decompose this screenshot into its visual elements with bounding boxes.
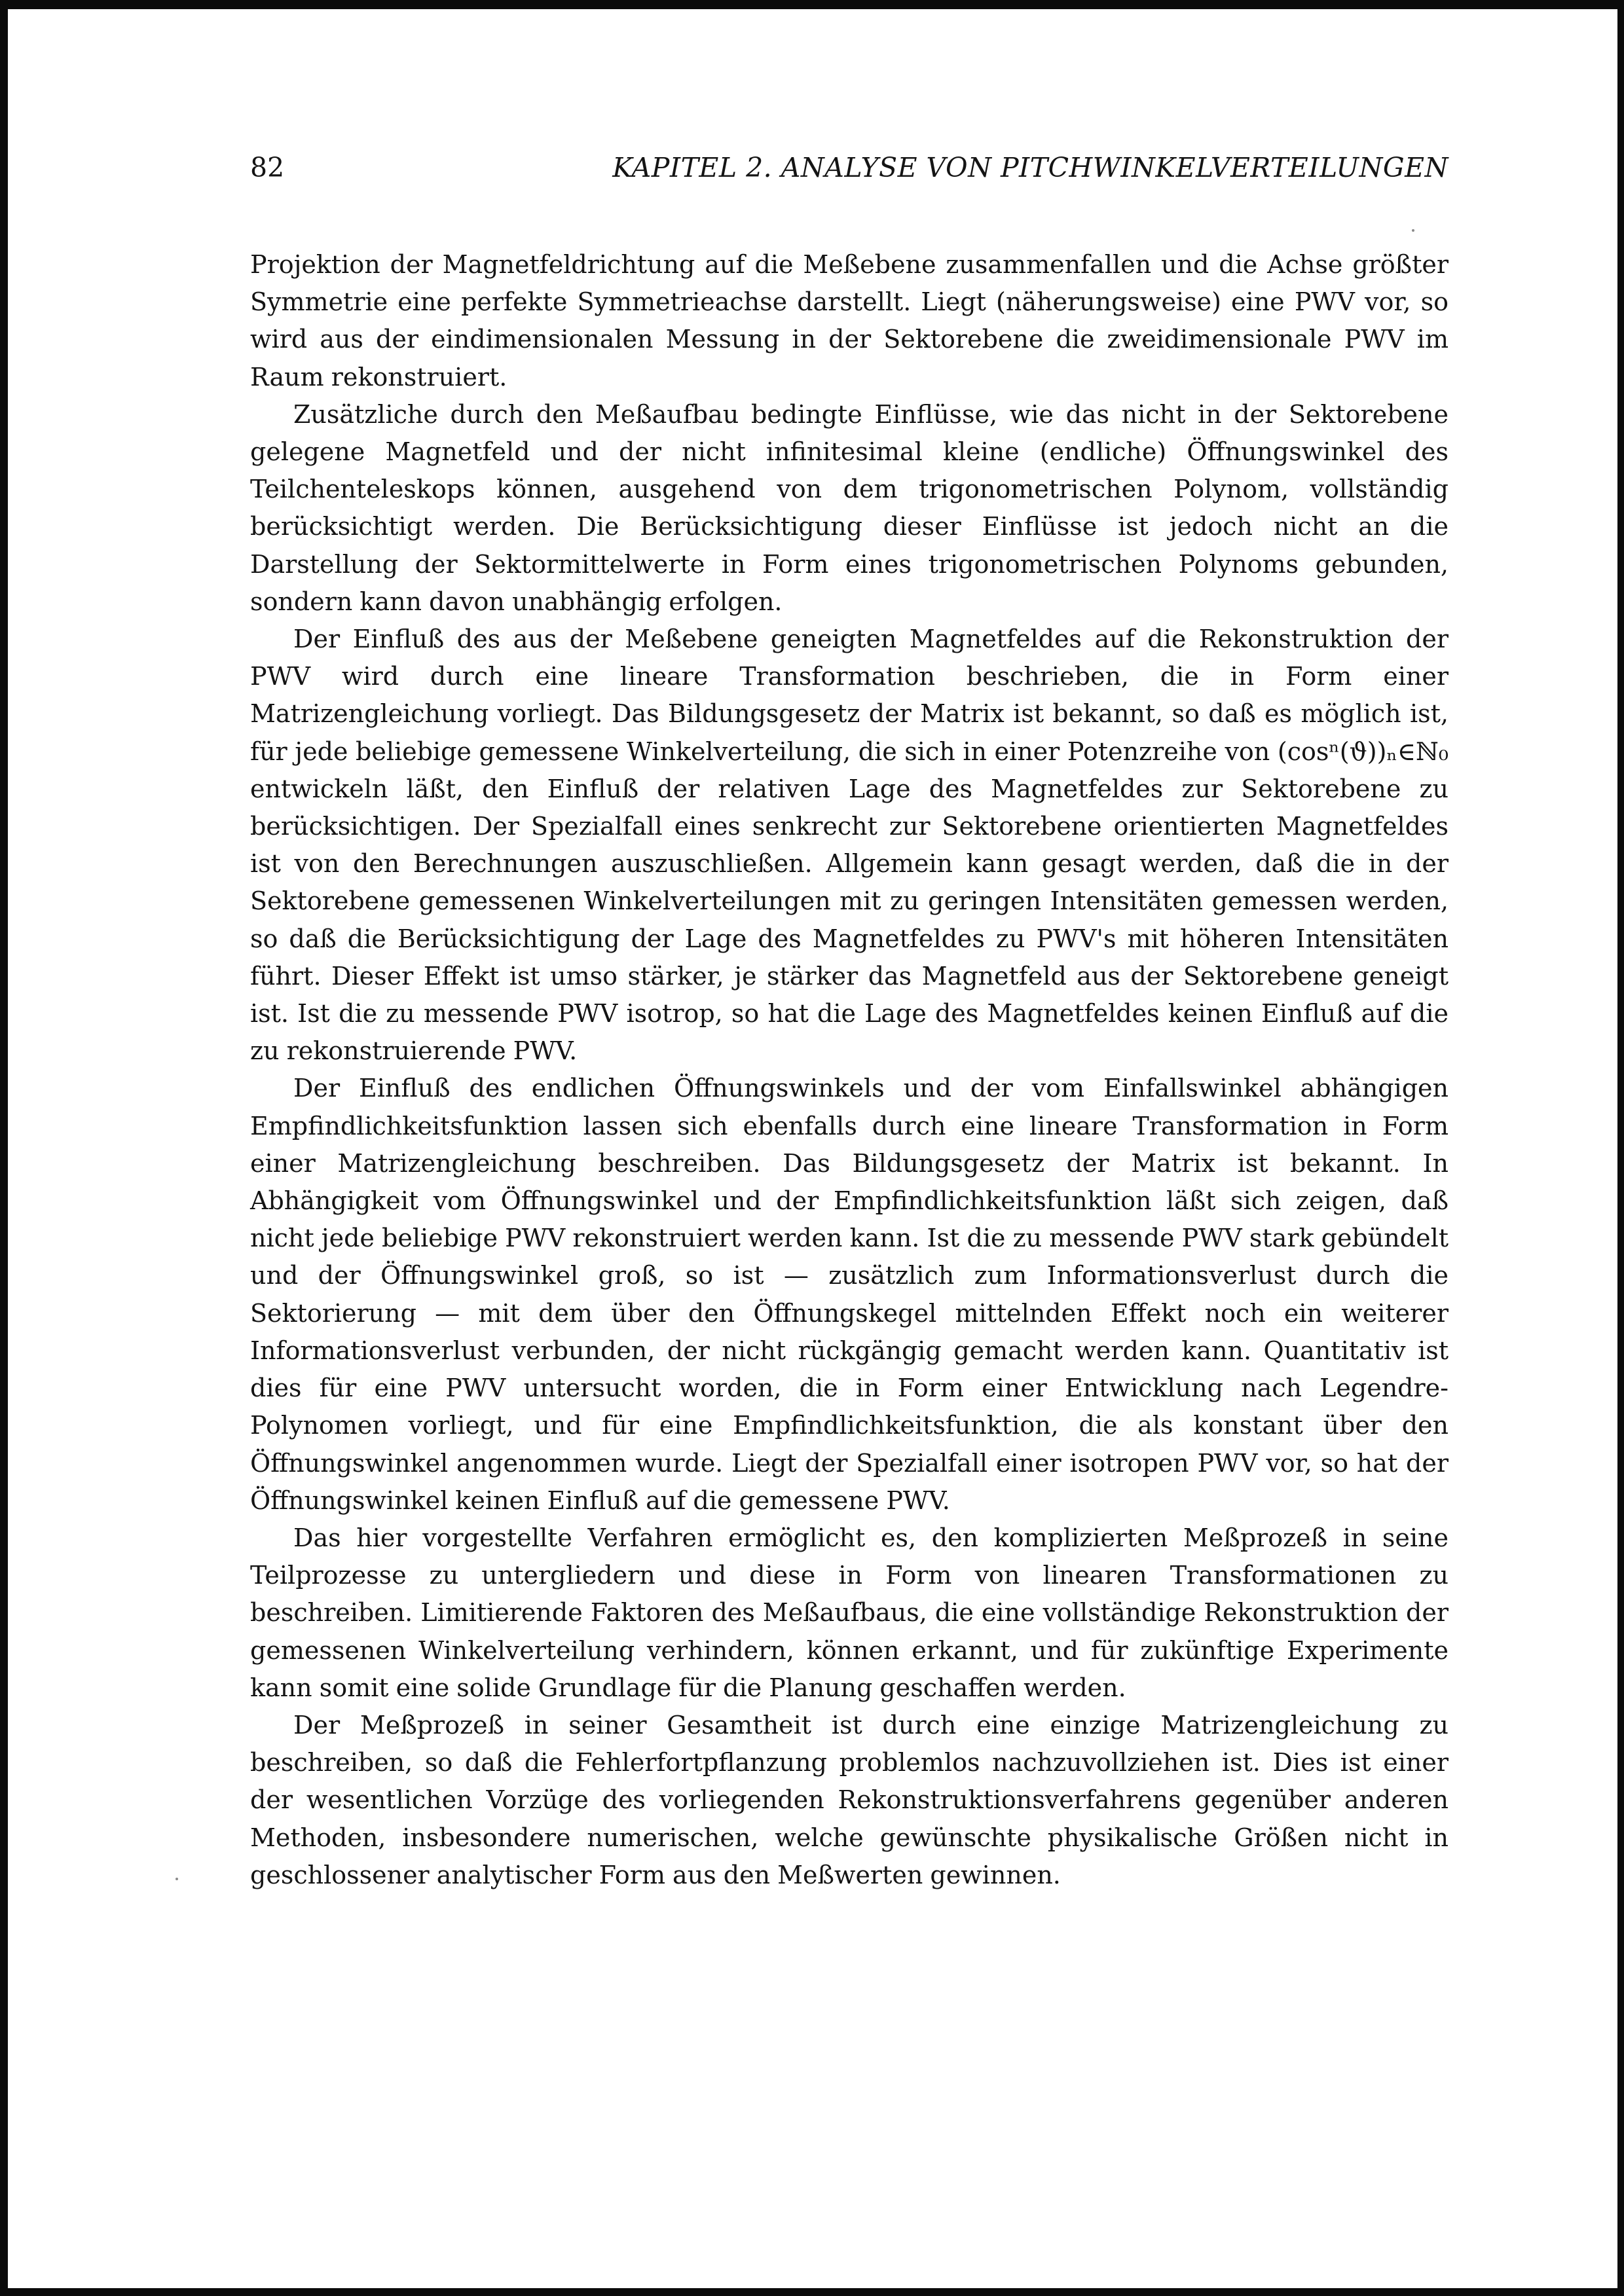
page-number: 82	[250, 152, 285, 183]
paragraph-6: Der Meßprozeß in seiner Gesamtheit ist durch eine einzige Matrizengleichung zu beschreiben, so daß die Fehlerfortpflanzung problemlos nachzuvollziehen ist. Dies ist einer der wesentlichen Vorzüge des vorliegenden Rekonstruktionsverfahrens gegenüber anderen Methoden, insbesondere numerischen, welche gewünschte physikalische Größen nicht in geschlossener analytischer Form aus den Meßwerten gewinnen.	[250, 1710, 1449, 1889]
chapter-title: KAPITEL 2. ANALYSE VON PITCHWINKELVERTEILUNGEN	[612, 152, 1449, 183]
running-header	[250, 148, 1449, 187]
paragraph-5: Das hier vorgestellte Verfahren ermöglicht es, den komplizierten Meßprozeß in seine Teilprozesse zu untergliedern und diese in Form von linearen Transformationen zu beschreiben. Limitierende Faktoren des Meßaufbaus, die eine vollständige Rekonstruktion der gemessenen Winkelverteilung verhindern, können erkannt, und für zukünftige Experimente kann somit eine solide Grundlage für die Planung geschaffen werden.	[250, 1523, 1449, 1702]
paragraph-2: Zusätzliche durch den Meßaufbau bedingte Einflüsse, wie das nicht in der Sektorebene gelegene Magnetfeld und der nicht infinitesimal kleine (endliche) Öffnungswinkel des Teilchenteleskops können, ausgehend von dem trigonometrischen Polynom, vollständig berücksichtigt werden. Die Berücksichtigung dieser Einflüsse ist jedoch nicht an die Darstellung der Sektormittelwerte in Form eines trigonometrischen Polynoms gebunden, sondern kann davon unabhängig erfolgen.	[250, 399, 1449, 616]
scan-speck	[175, 1878, 178, 1880]
paragraph-1: Projektion der Magnetfeldrichtung auf die Meßebene zusammenfallen und die Achse größter Symmetrie eine perfekte Symmetrieachse darstellt. Liegt (näherungsweise) eine PWV vor, so wird aus der eindimensionalen Messung in der Sektorebene die zweidimensionale PWV im Raum rekonstruiert.	[250, 250, 1449, 392]
body-text	[250, 246, 1449, 1894]
paragraph-3: Der Einfluß des aus der Meßebene geneigten Magnetfeldes auf die Rekonstruktion der PWV wird durch eine lineare Transformation beschrieben, die in Form einer Matrizengleichung vorliegt. Das Bildungsgesetz der Matrix ist bekannt, so daß es möglich ist, für jede beliebige gemessene Winkelverteilung, die sich in einer Potenzreihe von (cosⁿ(ϑ))ₙ∈ℕ₀ entwickeln läßt, den Einfluß der relativen Lage des Magnetfeldes zur Sektorebene zu berücksichtigen. Der Spezialfall eines senkrecht zur Sektorebene orientierten Magnetfeldes ist von den Berechnungen auszuschließen. Allgemein kann gesagt werden, daß die in der Sektorebene gemessenen Winkelverteilungen mit zu geringen Intensitäten gemessen werden, so daß die Berücksichtigung der Lage des Magnetfeldes zu PWV's mit höheren Intensitäten führt. Dieser Effekt ist umso stärker, je stärker das Magnetfeld aus der Sektorebene geneigt ist. Ist die zu messende PWV isotrop, so hat die Lage des Magnetfeldes keinen Einfluß auf die zu rekonstruierende PWV.	[250, 625, 1449, 1066]
paragraph-4: Der Einfluß des endlichen Öffnungswinkels und der vom Einfallswinkel abhängigen Empfindlichkeitsfunktion lassen sich ebenfalls durch eine lineare Transformation in Form einer Matrizengleichung beschreiben. Das Bildungsgesetz der Matrix ist bekannt. In Abhängigkeit vom Öffnungswinkel und der Empfindlichkeitsfunktion läßt sich zeigen, daß nicht jede beliebige PWV rekonstruiert werden kann. Ist die zu messende PWV stark gebündelt und der Öffnungswinkel groß, so ist — zusätzlich zum Informationsverlust durch die Sektorierung — mit dem über den Öffnungskegel mittelnden Effekt noch ein weiterer Informationsverlust verbunden, der nicht rückgängig gemacht werden kann. Quantitativ ist dies für eine PWV untersucht worden, die in Form einer Entwicklung nach Legendre-Polynomen vorliegt, und für eine Empfindlichkeitsfunktion, die als konstant über den Öffnungswinkel angenommen wurde. Liegt der Spezialfall einer isotropen PWV vor, so hat der Öffnungswinkel keinen Einfluß auf die gemessene PWV.	[250, 1074, 1449, 1515]
scan-speck	[1412, 229, 1414, 232]
